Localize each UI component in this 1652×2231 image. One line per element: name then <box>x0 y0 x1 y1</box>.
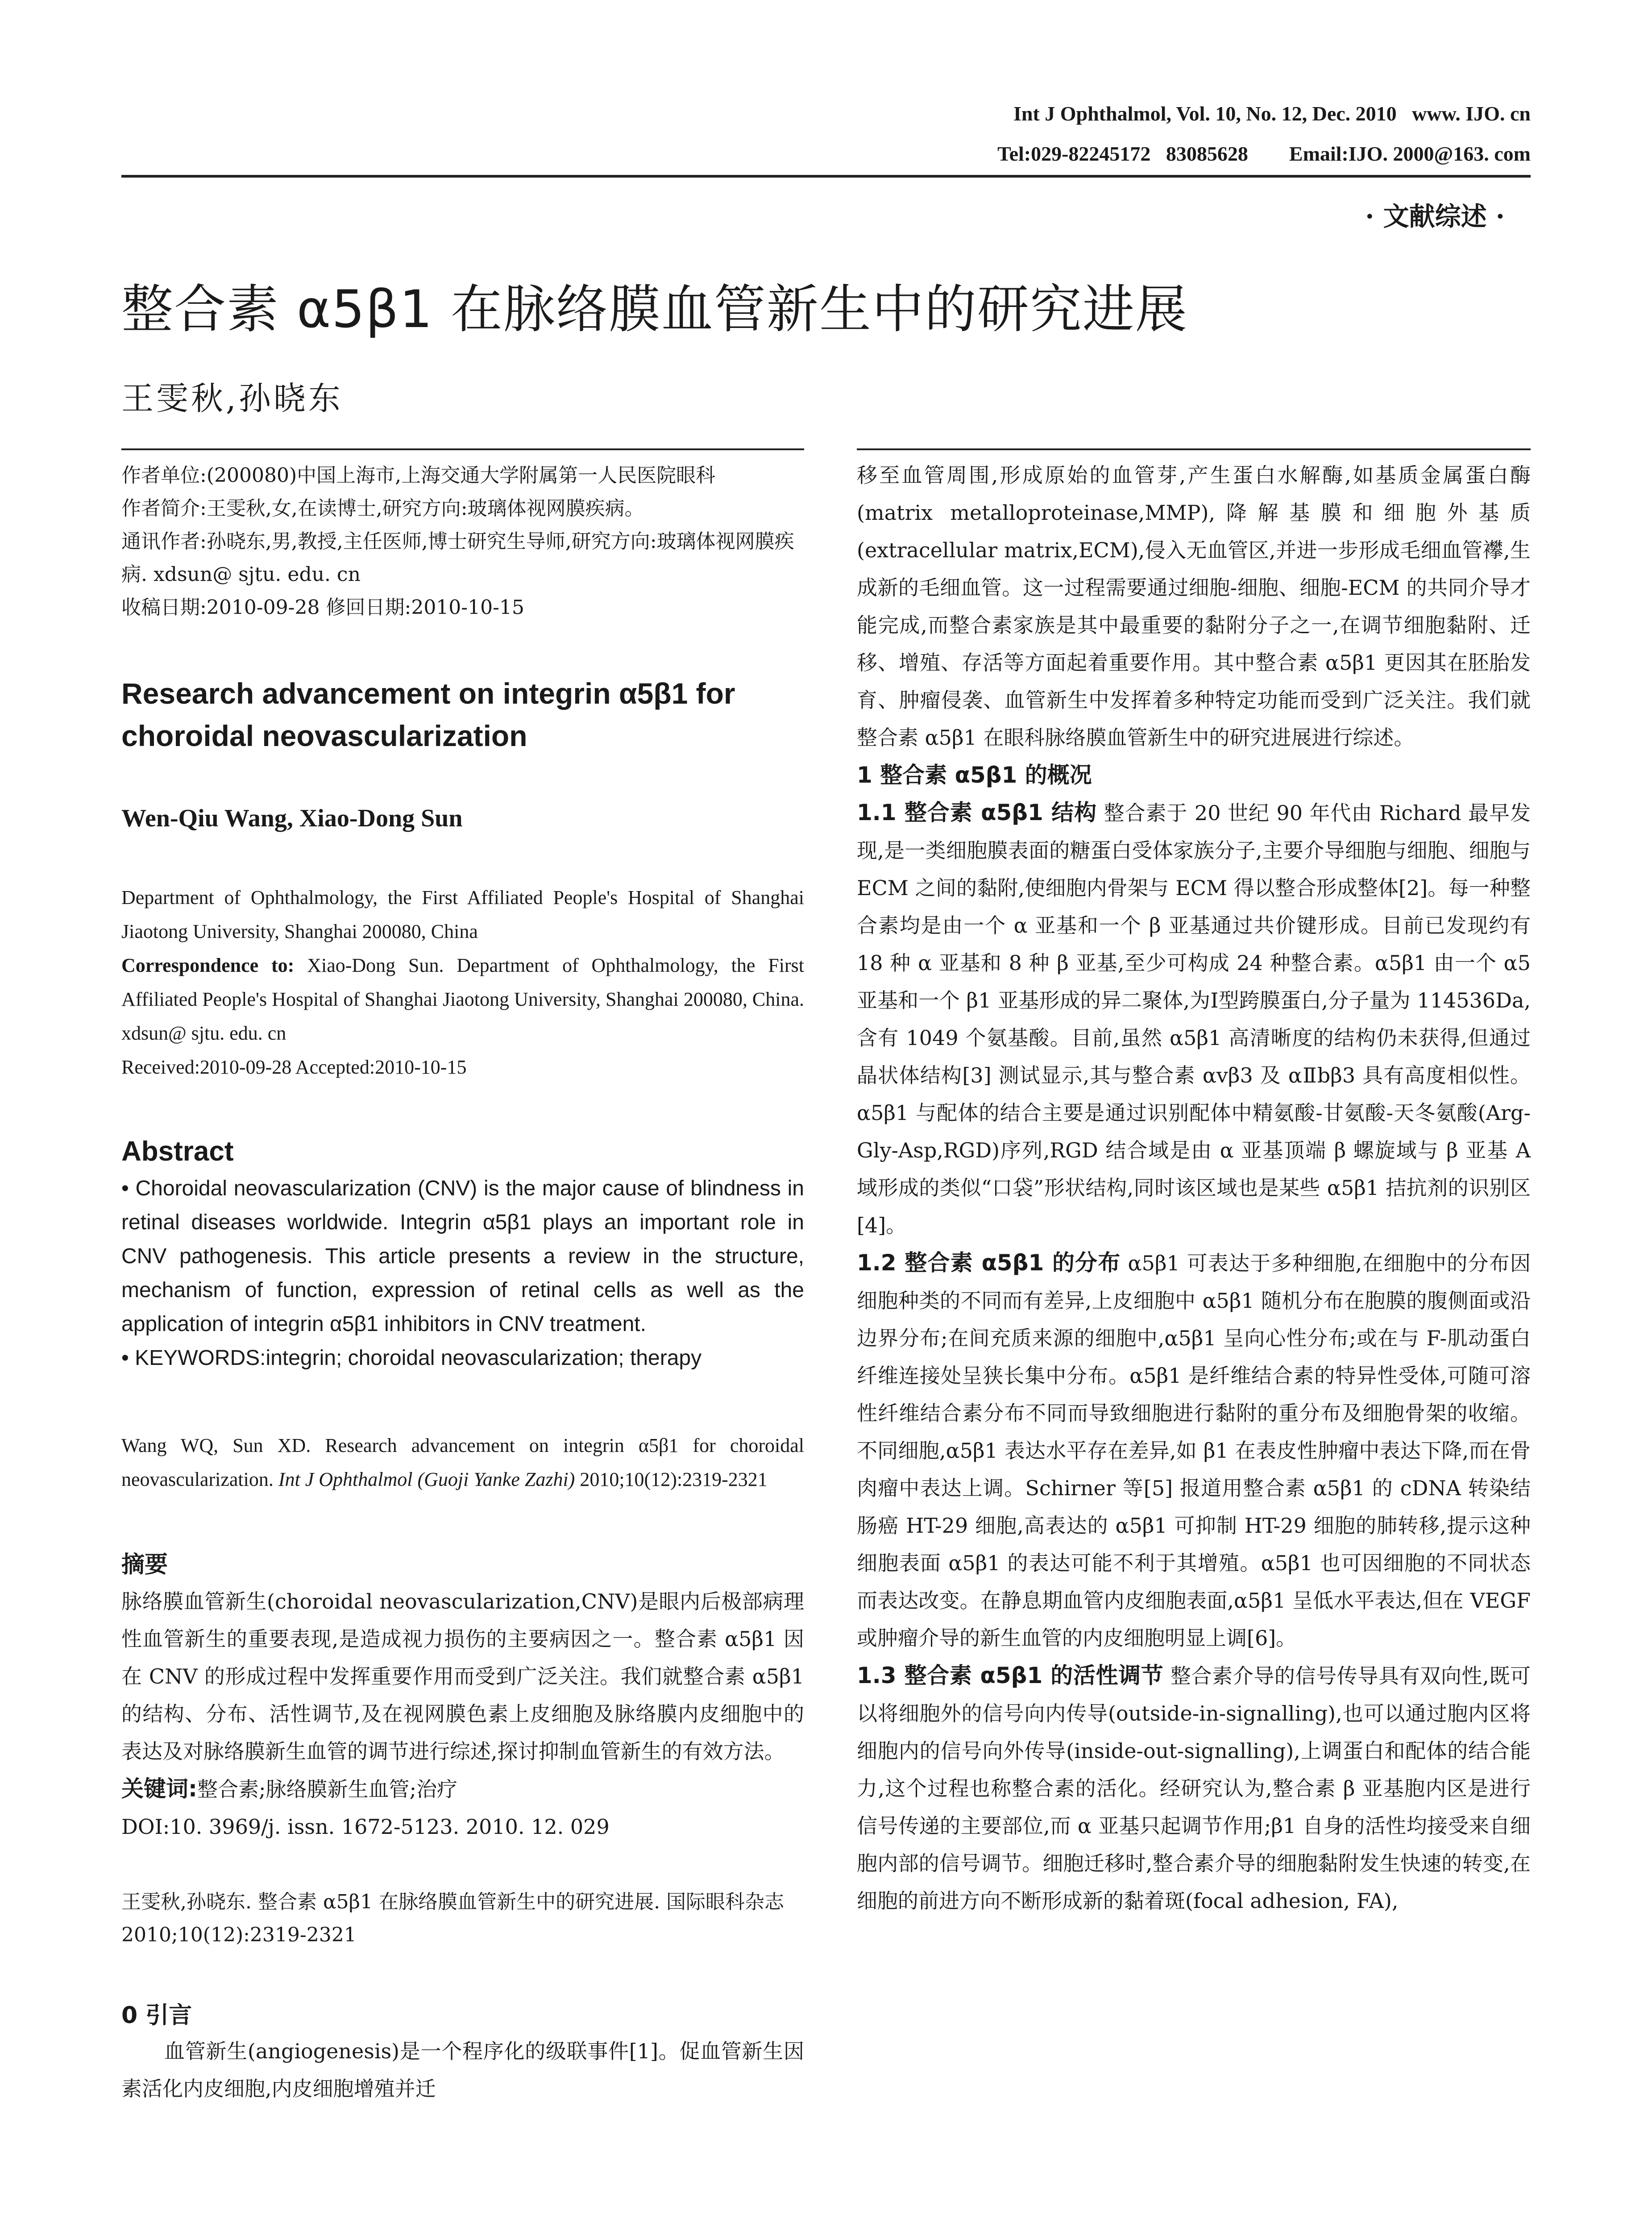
authors-cn: 王雯秋,孙晓东 <box>121 380 343 417</box>
article-title: 整合素 α5β1 在脉络膜血管新生中的研究进展 <box>121 279 1188 340</box>
citation-journal: Int J Ophthalmol (Guoji Yanke Zazhi) <box>278 1468 575 1490</box>
info-dates: 收稿日期:2010-09-28 修回日期:2010-10-15 <box>121 596 525 619</box>
citation-volume: 2010;10(12):2319-2321 <box>575 1468 768 1490</box>
section-1-3 <box>857 1657 1531 1920</box>
section-1-2 <box>857 1244 1531 1657</box>
cn-keywords-label: 关键词: <box>121 1776 197 1802</box>
cn-citation: 王雯秋,孙晓东. 整合素 α5β1 在脉络膜血管新生中的研究进展. 国际眼科杂志 2010;10(12):2319-2321 <box>121 1891 784 1946</box>
cn-keywords <box>121 1770 804 1808</box>
section-1-3-text: 整合素介导的信号传导具有双向性,既可以将细胞外的信号向内传导(outside-in-signalling),也可以通过胞内区将细胞内的信号向外传导(inside-out-signalling),上调蛋白和配体的结合能力,这个过程也称整合素的活化。经研究认为,整合素 β 亚基胞内区是进行信号传递的主要部位,而 α 亚基只起调节作用;β1 自身的活性均接受来自细胞内部的信号调节。细胞迁移时,整合素介导的细胞黏附发生快速的转变,在细胞的前进方向不断形成新的黏着斑(focal adhesion, FA), <box>857 1664 1531 1913</box>
left-column <box>121 448 804 2107</box>
section-1-1-text: 整合素于 20 世纪 90 年代由 Richard 最早发现,是一类细胞膜表面的糖蛋白受体家族分子,主要介导细胞与细胞、细胞与 ECM 之间的黏附,使细胞内骨架与 ECM 得以整合形成整体[2]。每一种整合素均是由一个 α 亚基和一个 β 亚基通过共价键形成。目前已发现约有 18 种 α 亚基和 8 种 β 亚基,至少可构成 24 种整合素。α5β1 由一个 α5 亚基和一个 β1 亚基形成的异二聚体,为Ⅰ型跨膜蛋白,分子量为 114536Da,含有 1049 个氨基酸。目前,虽然 α5β1 高清晰度的结构仍未获得,但通过晶状体结构[3] 测试显示,其与整合素 αvβ3 及 αⅡbβ3 具有高度相似性。α5β1 与配体的结合主要是通过识别配体中精氨酸-甘氨酸-天冬氨酸(Arg-Gly-Asp,RGD)序列,RGD 结合域是由 α 亚基顶端 β 螺旋域与 β 亚基 A 域形成的类似“口袋”形状结构,同时该区域也是某些 α5β1 拮抗剂的识别区[4]。 <box>857 801 1531 1237</box>
intro-heading: 0 引言 <box>121 2002 192 2029</box>
info-author-bio: 作者简介:王雯秋,女,在读博士,研究方向:玻璃体视网膜疾病。 <box>121 497 644 520</box>
section-1-1 <box>857 794 1531 1244</box>
abstract-keywords: • KEYWORDS:integrin; choroidal neovascularization; therapy <box>121 1346 702 1370</box>
intro-text: 血管新生(angiogenesis)是一个程序化的级联事件[1]。促血管新生因素活化内皮细胞,内皮细胞增殖并迁 <box>121 2039 804 2101</box>
info-correspondence: 通讯作者:孙晓东,男,教授,主任医师,博士研究生导师,研究方向:玻璃体视网膜疾病. xdsun@ sjtu. edu. cn <box>121 530 794 586</box>
section-1-2-text: α5β1 可表达于多种细胞,在细胞中的分布因细胞种类的不同而有差异,上皮细胞中 α5β1 随机分布在胞膜的腹侧面或沿边界分布;在间充质来源的细胞中,α5β1 呈向心性分布;或在与 F-肌动蛋白纤维连接处呈狭长集中分布。α5β1 是纤维结合素的特异性受体,可随可溶性纤维结合素分布不同而导致细胞进行黏附的重分布及细胞骨架的收缩。不同细胞,α5β1 表达水平存在差异,如 β1 在表皮性肿瘤中表达下降,而在骨肉瘤中表达上调。Schirner 等[5] 报道用整合素 α5β1 的 cDNA 转染结肠癌 HT-29 细胞,高表达的 α5β1 可抑制 HT-29 细胞的肺转移,提示这种细胞表面 α5β1 的表达可能不利于其增殖。α5β1 也可因细胞的不同状态而表达改变。在静息期血管内皮细胞表面,α5β1 呈低水平表达,但在 VEGF 或肿瘤介导的新生血管的内皮细胞明显上调[6]。 <box>857 1251 1531 1650</box>
abstract-heading: Abstract <box>121 1136 234 1167</box>
received-accepted: Received:2010-09-28 Accepted:2010-10-15 <box>121 1056 467 1078</box>
english-citation <box>121 1429 804 1497</box>
section-1-3-heading: 1.3 整合素 α5β1 的活性调节 <box>857 1663 1164 1688</box>
author-info <box>121 459 804 624</box>
body-intro-continued: 移至血管周围,形成原始的血管芽,产生蛋白水解酶,如基质金属蛋白酶(matrix metalloproteinase,MMP),降解基膜和细胞外基质(extracellular matrix,ECM),侵入无血管区,并进一步形成毛细血管襻,生成新的毛细血管。这一过程需要通过细胞-细胞、细胞-ECM 的共同介导才能完成,而整合素家族是其中最重要的黏附分子之一,在调节细胞黏附、迁移、增殖、存活等方面起着重要作用。其中整合素 α5β1 更因其在胚胎发育、肿瘤侵袭、血管新生中发挥着多种特定功能而受到广泛关注。我们就整合素 α5β1 在眼科脉络膜血管新生中的研究进展进行综述。 <box>857 463 1531 750</box>
affiliation: Department of Ophthalmology, the First Affiliated People's Hospital of Shanghai Jiaotong University, Shanghai 200080, China <box>121 887 804 942</box>
info-unit: 作者单位:(200080)中国上海市,上海交通大学附属第一人民医院眼科 <box>121 464 716 487</box>
right-column-rule <box>857 448 1531 450</box>
cn-abstract-heading: 摘要 <box>121 1551 168 1578</box>
right-column <box>857 448 1531 1920</box>
section-1-1-heading: 1.1 整合素 α5β1 结构 <box>857 800 1097 825</box>
correspondence <box>121 949 804 1050</box>
english-affiliation <box>121 881 804 1084</box>
cn-abstract-text: 脉络膜血管新生(choroidal neovascularization,CNV)是眼内后极部病理性血管新生的重要表现,是造成视力损伤的主要病因之一。整合素 α5β1 因在 CNV 的形成过程中发挥重要作用而受到广泛关注。我们就整合素 α5β1 的结构、分布、活性调节,及在视网膜色素上皮细胞及脉络膜内皮细胞中的表达及对脉络膜新生血管的调节进行综述,探讨抑制血管新生的有效方法。 <box>121 1589 804 1763</box>
correspondence-text: Xiao-Dong Sun. Department of Ophthalmology, the First Affiliated People's Hospital of Shanghai Jiaotong University, Shanghai 200080, China. xdsun@ sjtu. edu. cn <box>121 954 804 1044</box>
cn-keywords-text: 整合素;脉络膜新生血管;治疗 <box>197 1777 457 1801</box>
section-1-2-heading: 1.2 整合素 α5β1 的分布 <box>857 1250 1121 1276</box>
citation-authors-title: Wang WQ, Sun XD. Research advancement on integrin α5β1 for choroidal neovascularization. <box>121 1435 804 1490</box>
abstract-text: • Choroidal neovascularization (CNV) is the major cause of blindness in retinal diseases worldwide. Integrin α5β1 plays an important role in CNV pathogenesis. This article presents a review in the structure, mechanism of function, expression of retinal cells as well as the application of integrin α5β1 inhibitors in CNV treatment. <box>121 1177 804 1336</box>
english-authors: Wen-Qiu Wang, Xiao-Dong Sun <box>121 804 463 832</box>
doi: DOI:10. 3969/j. issn. 1672-5123. 2010. 12. 029 <box>121 1815 610 1839</box>
english-title: Research advancement on integrin α5β1 for choroidal neovascularization <box>121 677 735 752</box>
section-tag: · 文献综述 · <box>1365 201 1505 232</box>
left-column-rule <box>121 448 804 450</box>
section-1-heading: 1 整合素 α5β1 的概况 <box>857 762 1092 788</box>
journal-header-line2: Tel:029-82245172 83085628 Email:IJO. 2000@163. com <box>997 142 1531 165</box>
journal-header-line1: Int J Ophthalmol, Vol. 10, No. 12, Dec. 2010 www. IJO. cn <box>1013 102 1531 125</box>
correspondence-label: Correspondence to: <box>121 954 295 976</box>
header-rule <box>121 175 1531 178</box>
